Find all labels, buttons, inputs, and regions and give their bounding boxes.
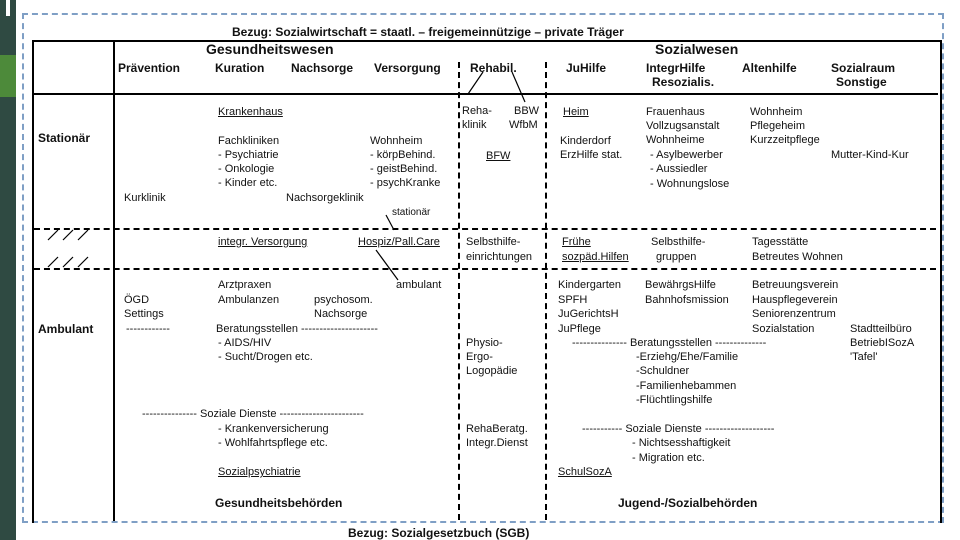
stationaer-heim: Heim (563, 106, 589, 118)
middle-sozpaed-hilfen: sozpäd.Hilfen (562, 251, 629, 263)
ambulant-tafel: 'Tafel' (850, 351, 878, 363)
authority-gesundheit: Gesundheitsbehörden (215, 496, 343, 510)
stationaer-vollzugsanstalt: Vollzugsanstalt (646, 120, 720, 132)
stationaer-wohnheim-alten: Wohnheim (750, 106, 803, 118)
ambulant-ambulanzen: Ambulanzen (218, 294, 280, 306)
ambulant-soziale-dienste-health: --------------- Soziale Dienste ----------------------- (142, 408, 364, 420)
ambulant-seniorenzentrum: Seniorenzentrum (752, 308, 836, 320)
hatch-mark (63, 230, 73, 240)
ambulant-bewaehrungshilfe: BewährgsHilfe (645, 279, 716, 291)
ambulant-betrieblsoza: BetriebISozA (850, 337, 915, 349)
ambulant-aids: - AIDS/HIV (218, 337, 272, 349)
title-bottom: Bezug: Sozialgesetzbuch (SGB) (348, 526, 530, 540)
stationaer-asylbewerber: - Asylbewerber (650, 149, 723, 161)
stationaer-wohnheime: Wohnheime (646, 134, 705, 146)
stationaer-nachsorgeklinik: Nachsorgeklinik (286, 192, 364, 204)
ambulant-migration: - Migration etc. (632, 452, 705, 464)
col-versorgung: Versorgung (374, 61, 441, 75)
ambulant-physio: Physio- (466, 337, 503, 349)
stationaer-klinik: klinik (462, 119, 487, 131)
ambulant-oegd: ÖGD (124, 294, 150, 306)
ambulant-erziehg: -Erziehg/Ehe/Familie (636, 351, 739, 363)
ambulant-betreuungsverein: Betreuungsverein (752, 279, 839, 291)
stationaer-mutter-kind-kur: Mutter-Kind-Kur (831, 149, 909, 161)
hatch-mark (48, 257, 58, 267)
stationaer-reha: Reha- (462, 105, 492, 117)
hatch-mark (78, 257, 88, 267)
ambulant-logopaedie: Logopädie (466, 365, 518, 377)
ambulant-kindergarten: Kindergarten (558, 279, 621, 291)
stationaer-geistbehind: - geistBehind. (370, 163, 438, 175)
stationaer-kinderdorf: Kinderdorf (560, 135, 611, 147)
stationaer-pflegeheim: Pflegeheim (750, 120, 806, 132)
col-resozialis: Resozialis. (652, 75, 715, 89)
ambulant-dash: ------------ (126, 323, 170, 335)
stationaer-aussiedler: - Aussiedler (650, 163, 708, 175)
ambulant-fluechtlingshilfe: -Flüchtlingshilfe (636, 394, 713, 406)
stationaer-erzhilfe: ErzHilfe stat. (560, 149, 623, 161)
stationaer-krankenhaus: Krankenhaus (218, 106, 283, 118)
hatch-mark (63, 257, 73, 267)
stationaer-bfw: BFW (486, 150, 511, 162)
ambulant-jugerichtsh: JuGerichtsH (558, 308, 619, 320)
ambulant-settings: Settings (124, 308, 164, 320)
ambulant-nichtsesshaftigkeit: - Nichtsesshaftigkeit (632, 437, 731, 449)
col-juhilfe: JuHilfe (566, 61, 607, 75)
middle-ambulant-label: ambulant (396, 279, 442, 291)
ambulant-soziale-dienste-social: ----------- Soziale Dienste ------------------- (582, 423, 775, 435)
stationaer-kurklinik: Kurklinik (124, 192, 166, 204)
ambulant-bahnhofsmission: Bahnhofsmission (645, 294, 729, 306)
rehabil-connector-left (468, 72, 483, 94)
hatch-mark (48, 230, 58, 240)
ambulant-sozialpsychiatrie: Sozialpsychiatrie (218, 466, 301, 478)
middle-selbsthilfe-einrichtungen: Selbsthilfe- (466, 236, 521, 248)
col-altenhilfe: Altenhilfe (742, 61, 797, 75)
middle-selbsthilfe-gruppen: Selbsthilfe- (651, 236, 706, 248)
stationaer-wohnungslose: - Wohnungslose (650, 178, 730, 190)
ambulant-schuldner: -Schuldner (636, 365, 690, 377)
ambulant-beratungsstellen-health: Beratungsstellen --------------------- (216, 323, 378, 335)
ambulant-psychosom: psychosom. (314, 294, 373, 306)
col-sozialraum: Sozialraum (831, 61, 896, 75)
ambulant-hauspflegeverein: Hauspflegeverein (752, 294, 838, 306)
ambulant-sozialstation: Sozialstation (752, 323, 815, 335)
col-rehabil: Rehabil. (470, 61, 517, 75)
stationaer-onkologie: - Onkologie (218, 163, 275, 175)
ambulant-ergo: Ergo- (466, 351, 493, 363)
hatch-mark (78, 230, 88, 240)
middle-stationaer-label: stationär (392, 207, 431, 218)
stationaer-wohnheim: Wohnheim (370, 135, 423, 147)
middle-fruehe: Frühe (562, 236, 591, 248)
section-social: Sozialwesen (655, 41, 739, 57)
rehabil-connector-right (512, 72, 525, 102)
middle-gruppen: gruppen (656, 251, 697, 263)
section-health: Gesundheitswesen (206, 41, 334, 57)
ambulant-stadtteilbuero: Stadtteilbüro (850, 323, 912, 335)
ambulant-sucht: - Sucht/Drogen etc. (218, 351, 313, 363)
middle-hospiz: Hospiz/Pall.Care (358, 236, 440, 248)
col-sonstige: Sonstige (836, 75, 887, 89)
row-ambulant: Ambulant (38, 322, 94, 336)
col-kuration: Kuration (215, 61, 265, 75)
stationaer-kinder: - Kinder etc. (218, 177, 278, 189)
ambulant-spfh: SPFH (558, 294, 588, 306)
middle-betreutes-wohnen: Betreutes Wohnen (752, 251, 843, 263)
stationaer-psychiatrie: - Psychiatrie (218, 149, 279, 161)
ambulant-wohlfahrtspflege: - Wohlfahrtspflege etc. (218, 437, 328, 449)
ambulant-connector (376, 250, 398, 280)
ambulant-nachsorge: Nachsorge (314, 308, 368, 320)
ambulant-rehaberatg: RehaBeratg. (466, 423, 528, 435)
ambulant-beratungsstellen-social: --------------- Beratungsstellen -------------- (572, 337, 767, 349)
stationaer-psychkranke: - psychKranke (370, 177, 441, 189)
authority-jugend: Jugend-/Sozialbehörden (618, 496, 758, 510)
ambulant-schulsoza: SchulSozA (558, 466, 612, 478)
ambulant-jupflege: JuPflege (558, 323, 601, 335)
stationaer-wfbm: WfbM (509, 119, 538, 131)
stationaer-kurzzeitpflege: Kurzzeitpflege (750, 134, 820, 146)
row-stationaer: Stationär (38, 131, 91, 145)
col-integrhilfe: IntegrHilfe (646, 61, 706, 75)
middle-einrichtungen: einrichtungen (466, 251, 533, 263)
col-praevention: Prävention (118, 61, 181, 75)
col-nachsorge: Nachsorge (291, 61, 354, 75)
middle-integr-versorgung: integr. Versorgung (218, 236, 308, 248)
stationaer-frauenhaus: Frauenhaus (646, 106, 705, 118)
title-top: Bezug: Sozialwirtschaft = staatl. – freigemeinnützige – private Träger (232, 25, 624, 39)
stationaer-fachkliniken: Fachkliniken (218, 135, 280, 147)
ambulant-integr-dienst: Integr.Dienst (466, 437, 528, 449)
stationaer-koerpbehind: - körpBehind. (370, 149, 436, 161)
stationaer-bbw: BBW (514, 105, 540, 117)
ambulant-arztpraxen: Arztpraxen (218, 279, 272, 291)
ambulant-krankenversicherung: - Krankenversicherung (218, 423, 329, 435)
middle-tagesstaette: Tagesstätte (752, 236, 809, 248)
ambulant-familienhebammen: -Familienhebammen (636, 380, 737, 392)
